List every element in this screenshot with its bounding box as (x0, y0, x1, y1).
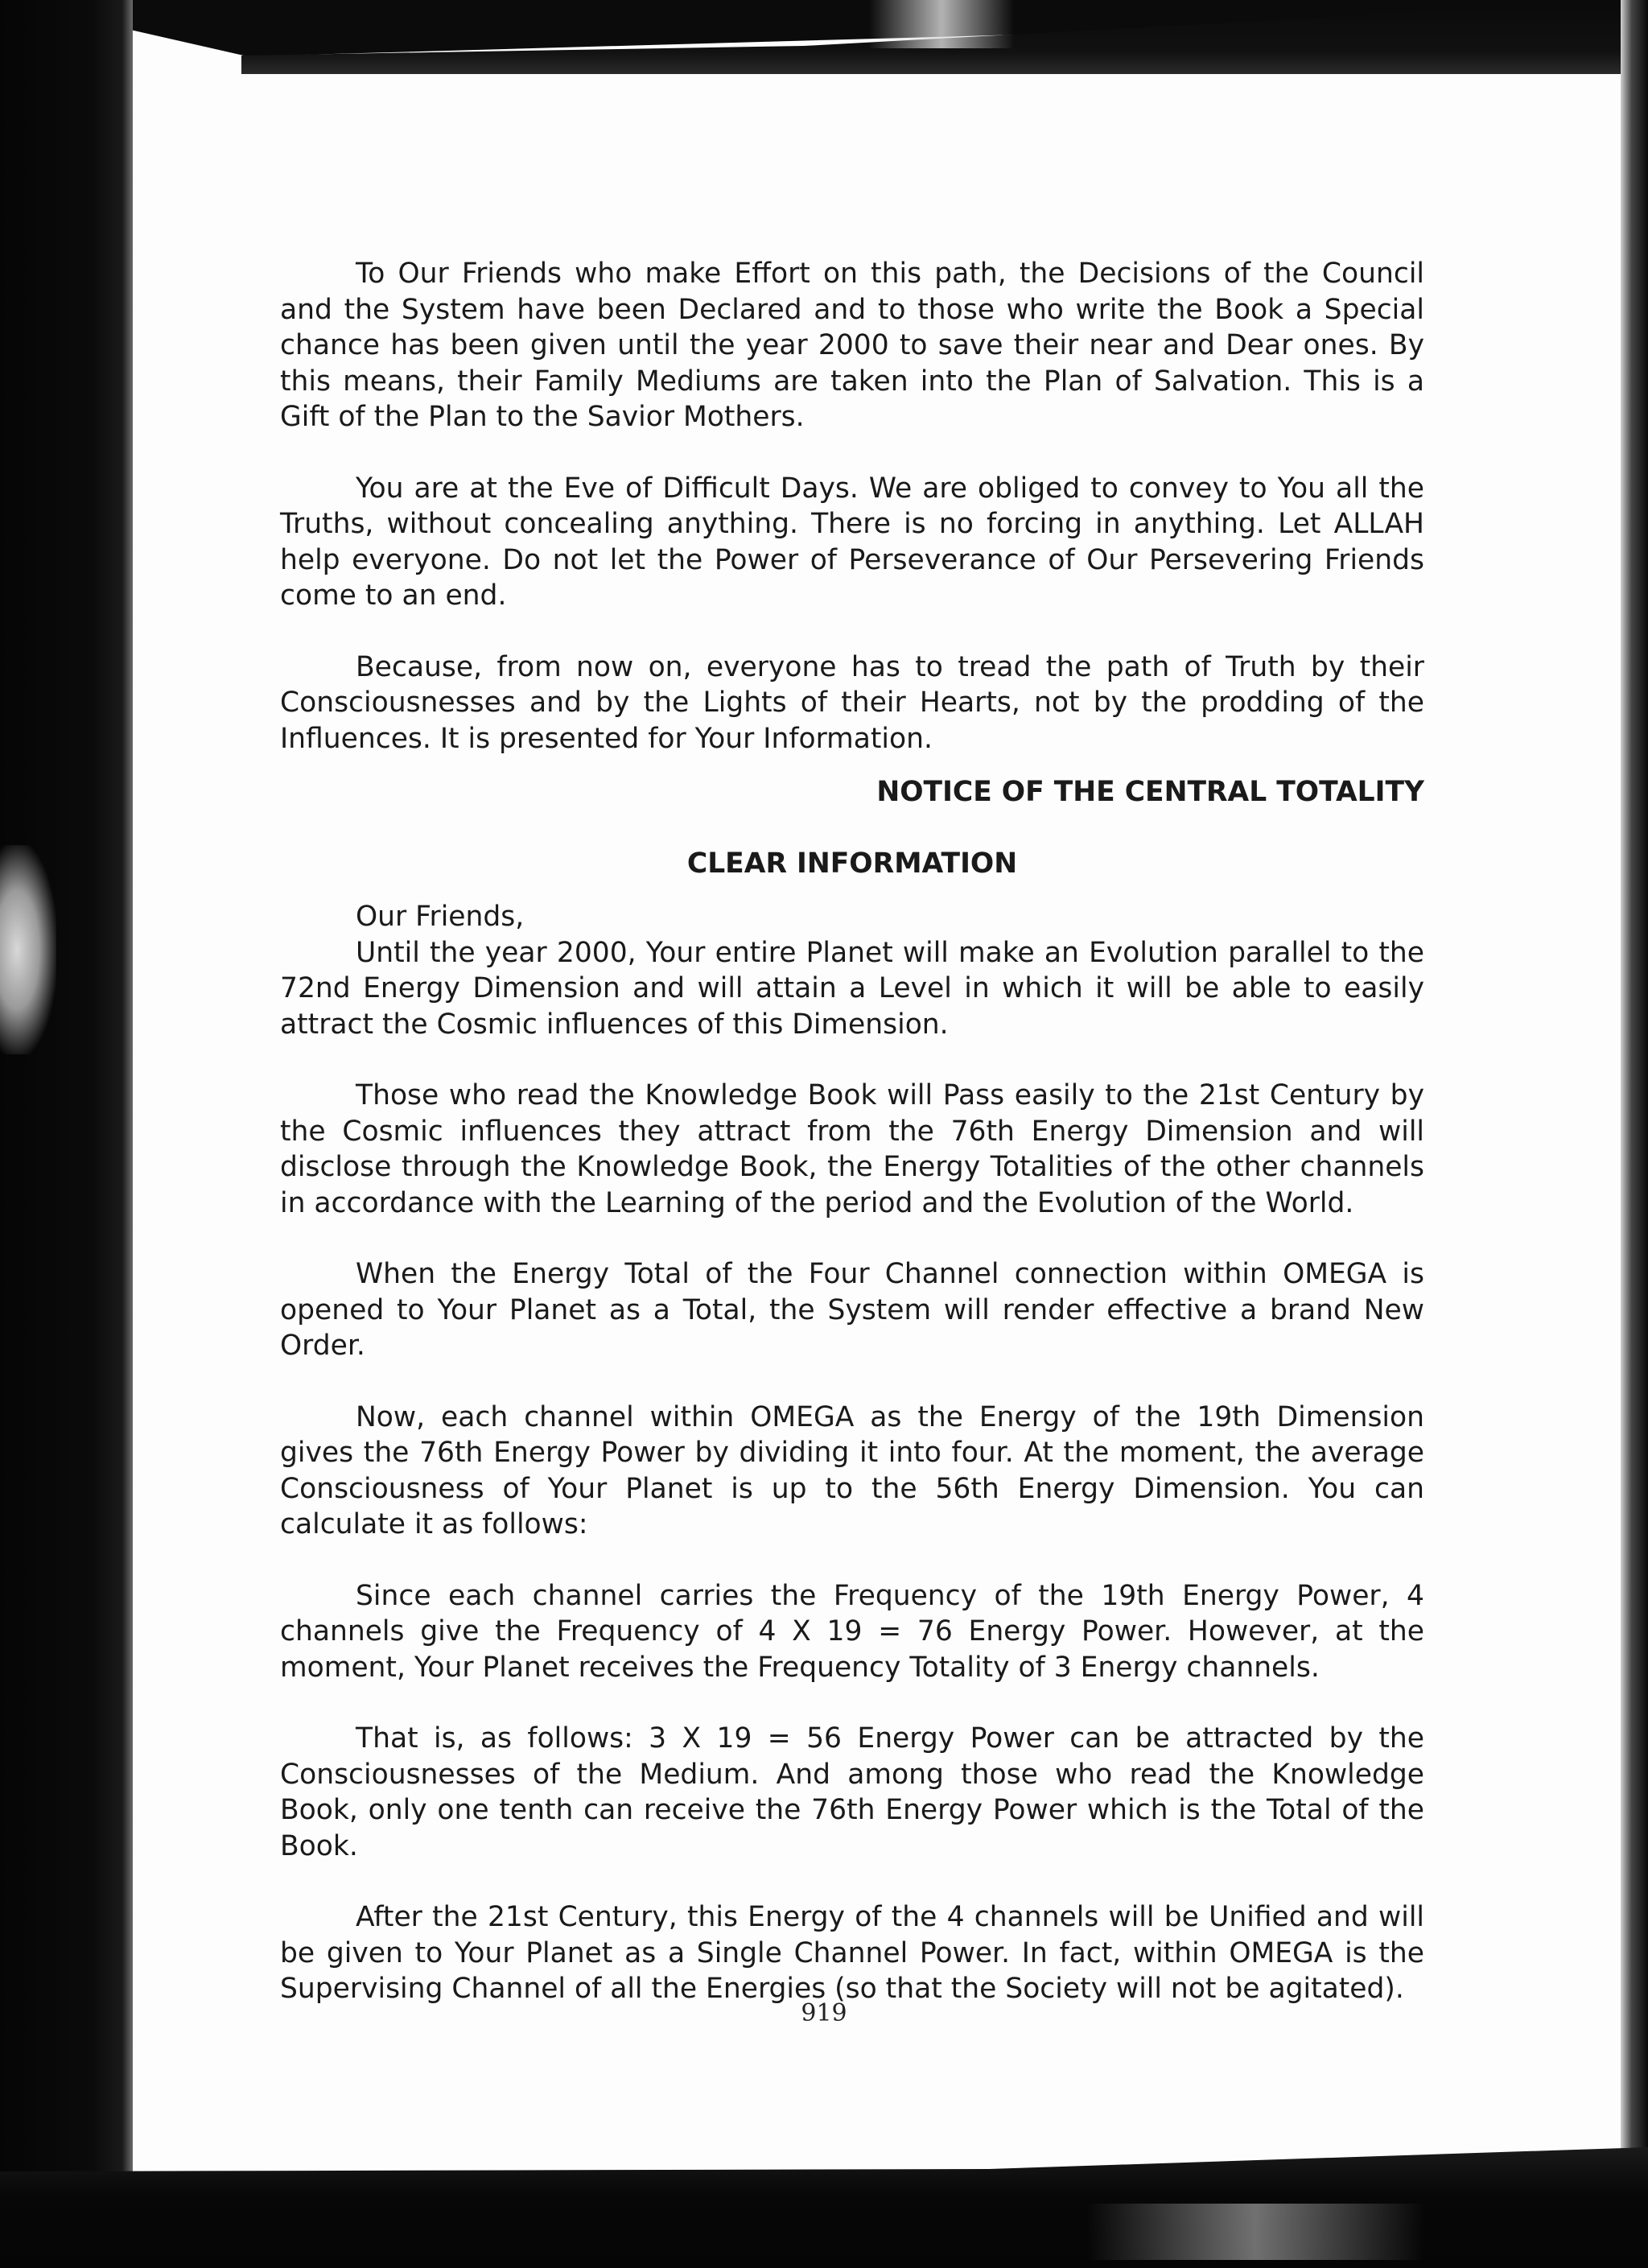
salutation: Our Friends, (356, 901, 525, 933)
notice-heading: NOTICE OF THE CENTRAL TOTALITY (876, 776, 1424, 808)
scan-binding-edge (0, 0, 133, 2268)
page-body (280, 256, 1424, 2043)
scan-shadow-right (1621, 0, 1648, 2268)
scan-glare-top (869, 0, 1014, 48)
paragraph: Those who read the Knowledge Book will Pass easily to the 21st Century by the Cosmic influences they attract from the 76th Energy Dimension and will disclose through the Knowledge Book, the Energy Totalities of the other channels in accordance with the Learning of the period and the Evolution of the World. (280, 1079, 1424, 1219)
scan-glare-left (0, 845, 56, 1054)
scan-glare-bottom (1086, 2204, 1424, 2260)
paragraph: That is, as follows: 3 X 19 = 56 Energy Power can be attracted by the Consciousnesses of the Medium. And among those who read the Knowledge Book, only one tenth can receive the 76th Energy Power which is the Total of the Book. (280, 1722, 1424, 1862)
clear-information-heading: CLEAR INFORMATION (686, 847, 1018, 880)
paragraph: Now, each channel within OMEGA as the Energy of the 19th Dimension gives the 76th Energy Power by dividing it into four. At the moment, the average Consciousness of Your Planet is up to the 56th Energy Dimension. You can calculate it as follows: (280, 1400, 1424, 1540)
paragraph: To Our Friends who make Effort on this path, the Decisions of the Council and the System have been Declared and to those who write the Book a Special chance has been given until the year 2000 to save their near and Dear ones. By this means, their Family Mediums are taken into the Plan of Salvation. This is a Gift of the Plan to the Savior Mothers. (280, 258, 1424, 433)
paragraph: You are at the Eve of Difficult Days. We are obliged to convey to You all the Truths, without concealing anything. There is no forcing in anything. Let ALLAH help everyone. Do not let the Power of Perseverance of Our Persevering Friends come to an end. (280, 472, 1424, 612)
page-number: 919 (801, 1999, 847, 2027)
paragraph: Until the year 2000, Your entire Planet will make an Evolution parallel to the 72nd Energy Dimension and will attain a Level in which it will be able to easily attract the Cosmic influences of this Dimension. (280, 936, 1424, 1041)
paragraph: When the Energy Total of the Four Channel connection within OMEGA is opened to Your Planet as a Total, the System will render effective a brand New Order. (280, 1258, 1424, 1362)
paragraph: Because, from now on, everyone has to tread the path of Truth by their Consciousnesses and by the Lights of their Hearts, not by the prodding of the Influences. It is presented for Your Information. (280, 650, 1424, 755)
paragraph: Since each channel carries the Frequency of the 19th Energy Power, 4 channels give the Frequency of 4 X 19 = 76 Energy Power. However, at the moment, Your Planet receives the Frequency Totality of 3 Energy channels. (280, 1579, 1424, 1684)
paragraph: After the 21st Century, this Energy of the 4 channels will be Unified and will be given to Your Planet as a Single Channel Power. In fact, within OMEGA is the Supervising Channel of all the Energies (so that the Society will not be agitated). (280, 1901, 1424, 2005)
